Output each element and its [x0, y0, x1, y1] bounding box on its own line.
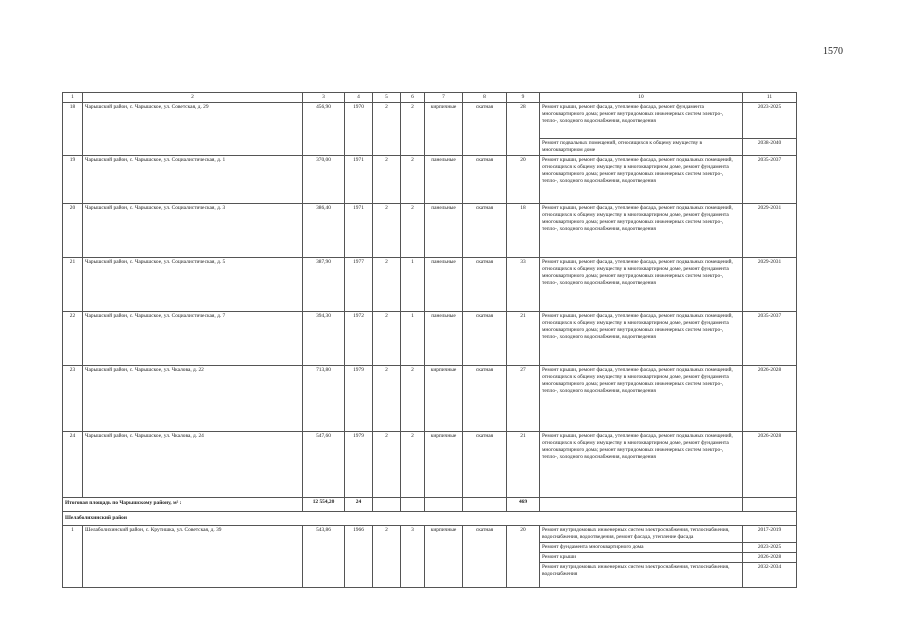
row-roof: скатная	[463, 366, 507, 432]
row-roof: скатная	[463, 526, 507, 588]
row-area: 547,60	[303, 432, 345, 498]
row-roof: скатная	[463, 204, 507, 258]
row-period: 2023-2025	[743, 103, 797, 139]
row-walls: кирпичные	[425, 366, 463, 432]
header-row	[63, 93, 797, 103]
row-period: 2029-2031	[743, 258, 797, 312]
row-address: Чарышский район, с. Чарышское, ул. Чкалова, д. 24	[83, 432, 303, 498]
row-period: 2035-2037	[743, 156, 797, 204]
row-work: Ремонт внутридомовых инженерных систем электроснабжения, теплоснабжения, водоснабжения	[540, 563, 743, 588]
table-row	[63, 312, 797, 366]
row-year: 1966	[345, 526, 373, 588]
empty-cell	[401, 498, 425, 512]
table-row	[63, 103, 797, 139]
row-entrances: 2	[401, 204, 425, 258]
row-period: 2032-2034	[743, 563, 797, 588]
header-cell: 4	[345, 93, 373, 103]
row-number: 1	[63, 526, 83, 588]
row-year: 1971	[345, 156, 373, 204]
row-floors: 2	[373, 366, 401, 432]
row-period: 2029-2031	[743, 204, 797, 258]
header-cell: 6	[401, 93, 425, 103]
row-year: 1979	[345, 366, 373, 432]
row-work: Ремонт крыши, ремонт фасада, утепление фасада, ремонт подвальных помещений, относящихся к общему имуществу в многоквартирном доме, ремонт фундамента многоквартирного дома; ремонт внутридомовых инженерных систем электро-, тепло-, холодного водоснабжения, водоотведения	[540, 366, 743, 432]
row-residents: 18	[507, 204, 540, 258]
row-floors: 2	[373, 156, 401, 204]
row-roof: скатная	[463, 258, 507, 312]
row-period: 2026-2028	[743, 432, 797, 498]
district-header-row	[63, 512, 797, 526]
table-row	[63, 156, 797, 204]
row-area: 386,40	[303, 204, 345, 258]
row-floors: 2	[373, 526, 401, 588]
row-residents: 21	[507, 312, 540, 366]
total-area: 12 554,20	[303, 498, 345, 512]
row-number: 19	[63, 156, 83, 204]
row-residents: 20	[507, 156, 540, 204]
total-residents: 469	[507, 498, 540, 512]
row-number: 22	[63, 312, 83, 366]
header-cell: 9	[507, 93, 540, 103]
total-count: 24	[345, 498, 373, 512]
row-residents: 33	[507, 258, 540, 312]
row-entrances: 2	[401, 366, 425, 432]
row-area: 456,90	[303, 103, 345, 156]
row-floors: 2	[373, 103, 401, 156]
row-address: Чарышский район, с. Чарышское, ул. Социалистическая, д. 7	[83, 312, 303, 366]
row-address: Чарышский район, с. Чарышское, ул. Социалистическая, д. 5	[83, 258, 303, 312]
row-residents: 28	[507, 103, 540, 156]
row-residents: 21	[507, 432, 540, 498]
row-walls: панельные	[425, 156, 463, 204]
row-period: 2023-2025	[743, 543, 797, 553]
row-period: 2026-2028	[743, 553, 797, 563]
row-work: Ремонт фундамента многоквартирного дома	[540, 543, 743, 553]
row-entrances: 2	[401, 432, 425, 498]
row-entrances: 2	[401, 156, 425, 204]
row-floors: 2	[373, 432, 401, 498]
header-cell: 11	[743, 93, 797, 103]
header-cell: 10	[540, 93, 743, 103]
row-work: Ремонт крыши, ремонт фасада, утепление фасада, ремонт подвальных помещений, относящихся к общему имуществу в многоквартирном доме, ремонт фундамента многоквартирного дома; ремонт внутридомовых инженерных систем электро-, тепло-, холодного водоснабжения, водоотведения	[540, 432, 743, 498]
row-work: Ремонт крыши, ремонт фасада, утепление фасада, ремонт фундамента многоквартирного дома; ремонт внутридомовых инженерных систем электро-, тепло-, холодного водоснабжения, водоотведения	[540, 103, 743, 139]
row-address: Чарышский район, с. Чарышское, ул. Социалистическая, д. 1	[83, 156, 303, 204]
row-year: 1977	[345, 258, 373, 312]
row-area: 713,80	[303, 366, 345, 432]
row-floors: 2	[373, 312, 401, 366]
row-address: Чарышский район, с. Чарышское, ул. Чкалова, д. 22	[83, 366, 303, 432]
row-walls: панельные	[425, 258, 463, 312]
empty-cell	[540, 498, 743, 512]
row-area: 394,30	[303, 312, 345, 366]
row-roof: скатная	[463, 103, 507, 156]
row-work: Ремонт крыши, ремонт фасада, утепление фасада, ремонт подвальных помещений, относящихся к общему имуществу в многоквартирном доме, ремонт фундамента многоквартирного дома; ремонт внутридомовых инженерных систем электро-, тепло-, холодного водоснабжения, водоотведения	[540, 312, 743, 366]
row-year: 1971	[345, 204, 373, 258]
row-floors: 2	[373, 204, 401, 258]
row-walls: панельные	[425, 312, 463, 366]
row-period: 2038-2040	[743, 139, 797, 156]
row-area: 370,00	[303, 156, 345, 204]
row-work: Ремонт крыши, ремонт фасада, утепление фасада, ремонт подвальных помещений, относящихся к общему имуществу в многоквартирном доме, ремонт фундамента многоквартирного дома; ремонт внутридомовых инженерных систем электро-, тепло-, холодного водоснабжения, водоотведения	[540, 156, 743, 204]
row-address: Чарышский район, с. Чарышское, ул. Советская, д. 29	[83, 103, 303, 156]
table-row	[63, 204, 797, 258]
housing-table	[62, 92, 797, 588]
total-label: Итоговая площадь по Чарышскому району, м² :	[63, 498, 303, 512]
empty-cell	[425, 498, 463, 512]
row-entrances: 3	[401, 526, 425, 588]
header-cell: 5	[373, 93, 401, 103]
row-number: 21	[63, 258, 83, 312]
row-year: 1970	[345, 103, 373, 156]
row-period: 2035-2037	[743, 312, 797, 366]
row-residents: 20	[507, 526, 540, 588]
header-cell: 3	[303, 93, 345, 103]
row-walls: кирпичные	[425, 432, 463, 498]
row-roof: скатная	[463, 312, 507, 366]
empty-cell	[373, 498, 401, 512]
row-number: 24	[63, 432, 83, 498]
row-work: Ремонт внутридомовых инженерных систем электроснабжения, теплоснабжения, водоснабжения, водоотведения, ремонт фасада, утепление фасада	[540, 526, 743, 543]
row-walls: кирпичные	[425, 526, 463, 588]
row-area: 387,90	[303, 258, 345, 312]
header-cell: 7	[425, 93, 463, 103]
table-row	[63, 366, 797, 432]
empty-cell	[743, 498, 797, 512]
row-number: 18	[63, 103, 83, 156]
total-row	[63, 498, 797, 512]
row-number: 23	[63, 366, 83, 432]
header-cell: 8	[463, 93, 507, 103]
header-cell: 2	[83, 93, 303, 103]
row-number: 20	[63, 204, 83, 258]
empty-cell	[463, 498, 507, 512]
row-area: 543,86	[303, 526, 345, 588]
row-period: 2026-2028	[743, 366, 797, 432]
row-work: Ремонт крыши, ремонт фасада, утепление фасада, ремонт подвальных помещений, относящихся к общему имуществу в многоквартирном доме, ремонт фундамента многоквартирного дома; ремонт внутридомовых инженерных систем электро-, тепло-, холодного водоснабжения, водоотведения	[540, 258, 743, 312]
row-entrances: 2	[401, 103, 425, 156]
table-body	[63, 93, 797, 588]
table-row	[63, 258, 797, 312]
row-roof: скатная	[463, 156, 507, 204]
district-header: Шелаболихинский район	[63, 512, 797, 526]
row-work: Ремонт крыши, ремонт фасада, утепление фасада, ремонт подвальных помещений, относящихся к общему имуществу в многоквартирном доме, ремонт фундамента многоквартирного дома; ремонт внутридомовых инженерных систем электро-, тепло-, холодного водоснабжения, водоотведения	[540, 204, 743, 258]
row-entrances: 1	[401, 312, 425, 366]
row-entrances: 1	[401, 258, 425, 312]
page-number: 1570	[823, 46, 843, 57]
table-row	[63, 432, 797, 498]
table-row	[63, 526, 797, 543]
header-cell: 1	[63, 93, 83, 103]
row-year: 1972	[345, 312, 373, 366]
row-address: Шелаболихинский район, с. Крутишка, ул. Советская, д. 39	[83, 526, 303, 588]
row-period: 2017-2019	[743, 526, 797, 543]
row-work: Ремонт крыши	[540, 553, 743, 563]
row-roof: скатная	[463, 432, 507, 498]
row-work: Ремонт подвальных помещений, относящихся к общему имуществу в многоквартирном доме	[540, 139, 743, 156]
row-floors: 2	[373, 258, 401, 312]
row-walls: панельные	[425, 204, 463, 258]
row-year: 1979	[345, 432, 373, 498]
row-residents: 27	[507, 366, 540, 432]
row-address: Чарышский район, с. Чарышское, ул. Социалистическая, д. 3	[83, 204, 303, 258]
row-walls: кирпичные	[425, 103, 463, 156]
